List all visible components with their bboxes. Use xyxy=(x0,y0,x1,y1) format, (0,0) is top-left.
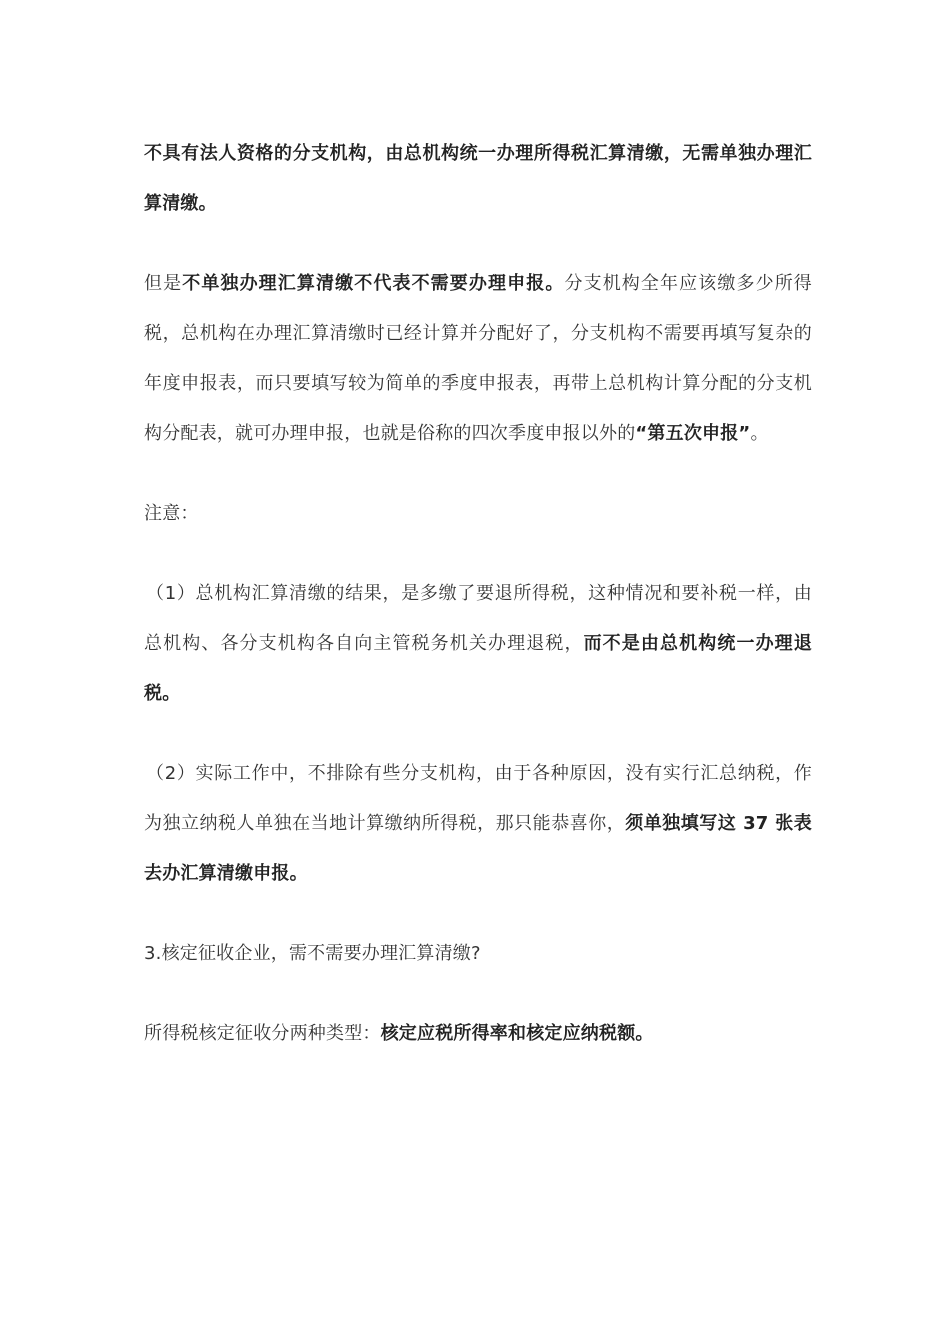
bold-text: 而不是由总机构统一办理退税。 xyxy=(144,633,812,704)
paragraph-assessment-types xyxy=(144,1009,812,1059)
text-span: （1）总机构汇算清缴的结果，是多缴了要退所得税，这种情况和要补税一样，由总机构、各分支机构各自向主管税务机关办理退税， xyxy=(144,583,812,654)
text-span: 但是 xyxy=(144,273,183,294)
bold-text: 核定应税所得率和核定应纳税额。 xyxy=(380,1023,654,1044)
document-page xyxy=(144,129,812,1089)
paragraph-section-3-heading xyxy=(144,929,812,979)
text-span: 所得税核定征收分两种类型： xyxy=(144,1023,381,1044)
bold-text: 不单独办理汇算清缴不代表不需要办理申报。 xyxy=(182,273,565,294)
text-span: 3.核定征收企业，需不需要办理汇算清缴? xyxy=(144,943,481,964)
paragraph-branch-no-settlement xyxy=(144,129,812,229)
bold-text: 不具有法人资格的分支机构，由总机构统一办理所得税汇算清缴，无需单独办理汇算清缴。 xyxy=(144,143,812,214)
paragraph-fifth-declaration xyxy=(144,259,812,459)
paragraph-note-1-refund xyxy=(144,569,812,719)
text-span: 分支机构全年应该缴多少所得税，总机构在办理汇算清缴时已经计算并分配好了，分支机构不需要再填写复杂的年度申报表，而只要填写较为简单的季度申报表，再带上总机构计算分配的分支机构分配表，就可办理申报，也就是俗称的四次季度申报以外的 xyxy=(144,273,813,444)
paragraph-note-heading xyxy=(144,489,812,539)
text-span: 注意： xyxy=(144,503,199,524)
bold-text: “第五次申报” xyxy=(635,423,751,444)
bold-text: 须单独填写这 37 张表去办汇算清缴申报。 xyxy=(144,813,812,884)
text-span: 。 xyxy=(750,423,769,444)
paragraph-note-2-independent xyxy=(144,749,812,899)
text-span: （2）实际工作中，不排除有些分支机构，由于各种原因，没有实行汇总纳税，作为独立纳税人单独在当地计算缴纳所得税，那只能恭喜你， xyxy=(144,763,812,834)
